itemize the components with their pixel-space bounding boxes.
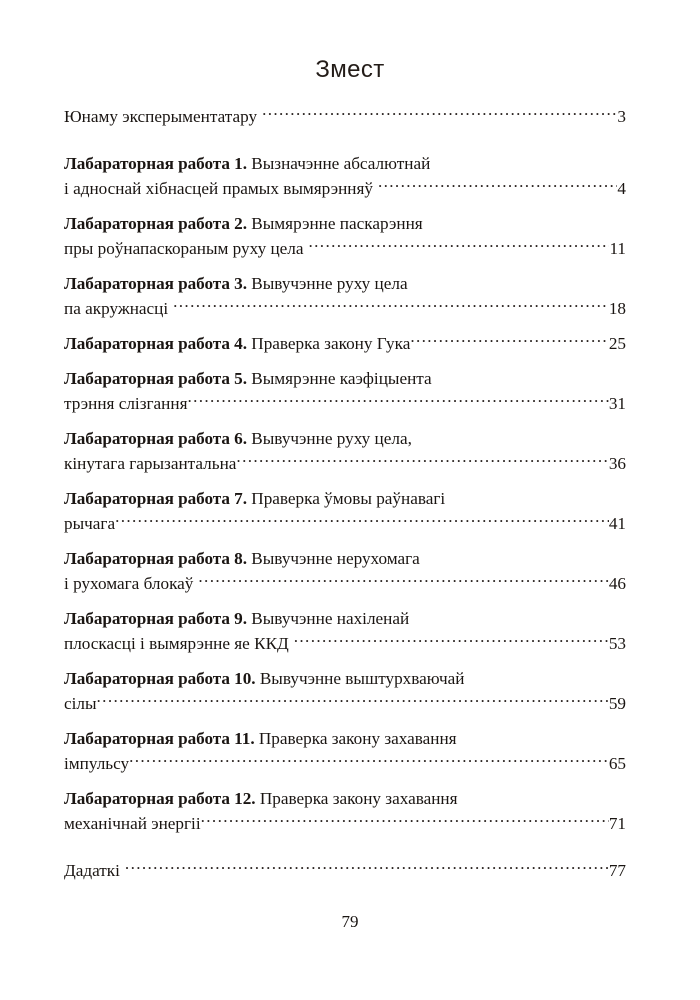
toc-entry-line: [64, 331, 626, 356]
toc-page-number: 71: [608, 814, 626, 833]
toc-entry-text: імпульсу: [64, 754, 130, 773]
toc-entry-text: плоскасці і вымярэнне яе ККД: [64, 634, 289, 653]
toc-page-number: 41: [608, 514, 626, 533]
toc-page-number: 11: [609, 239, 626, 258]
toc-entry-line: [64, 366, 626, 391]
toc-entry-text: сілы: [64, 694, 97, 713]
toc-entry-line: [64, 546, 626, 571]
toc-entry-line: [64, 151, 626, 176]
toc-entry[interactable]: [64, 104, 626, 129]
toc-entry-line: [64, 571, 626, 596]
toc-entry-text: Вывучэнне нерухомага: [251, 549, 420, 568]
dot-leader: [187, 392, 608, 409]
toc-entry-text: і адноснай хібнасцей прамых вымярэнняў: [64, 179, 373, 198]
toc-entry-label: Лабараторная работа 4.: [64, 334, 247, 353]
toc-entry-text: Вымярэнне каэфіцыента: [251, 369, 432, 388]
toc-entry-line: [64, 104, 626, 129]
toc-entry-line: [64, 211, 626, 236]
page-folio-number: 79: [341, 912, 359, 931]
toc-entry[interactable]: [64, 366, 626, 416]
toc-entry-line: [64, 751, 626, 776]
toc-entry-label: Лабараторная работа 7.: [64, 489, 247, 508]
toc-page-number: 65: [608, 754, 626, 773]
toc-entry[interactable]: [64, 546, 626, 596]
toc-entry[interactable]: [64, 331, 626, 356]
page-title: Змест: [315, 56, 385, 83]
toc-entry-line: [64, 811, 626, 836]
dot-leader: [294, 632, 609, 649]
dot-leader: [262, 105, 617, 122]
toc-entry-line: [64, 296, 626, 321]
toc-entry-line: [64, 631, 626, 656]
toc-entry[interactable]: [64, 426, 626, 476]
toc-entry-text: Праверка закону Гука: [251, 334, 411, 353]
toc-entry-label: Лабараторная работа 1.: [64, 154, 247, 173]
toc-entry-text: Вывучэнне руху цела,: [251, 429, 412, 448]
toc-entry-label: Лабараторная работа 12.: [64, 789, 256, 808]
toc-list: [64, 104, 626, 893]
toc-entry-text: Юнаму эксперыментатару: [64, 107, 258, 126]
toc-page-number: 25: [608, 334, 626, 353]
toc-page-number: 3: [617, 107, 626, 126]
toc-entry-line: [64, 858, 626, 883]
toc-entry-text: пры роўнапаскораным руху цела: [64, 239, 304, 258]
toc-entry[interactable]: [64, 151, 626, 201]
toc-entry[interactable]: [64, 486, 626, 536]
toc-entry-line: [64, 176, 626, 201]
toc-entry-label: Лабараторная работа 6.: [64, 429, 247, 448]
toc-entry-text: Вымярэнне паскарэння: [251, 214, 423, 233]
toc-entry-line: [64, 236, 626, 261]
dot-leader: [410, 332, 608, 349]
toc-entry-text: па акружнасці: [64, 299, 169, 318]
toc-entry-line: [64, 391, 626, 416]
toc-entry[interactable]: [64, 271, 626, 321]
toc-entry-label: Лабараторная работа 10.: [64, 669, 256, 688]
dot-leader: [125, 859, 609, 876]
dot-leader: [309, 237, 610, 254]
toc-page-number: 31: [608, 394, 626, 413]
toc-entry-line: [64, 486, 626, 511]
toc-entry-text: Праверка закону захавання: [259, 789, 458, 808]
dot-leader: [198, 572, 608, 589]
dot-leader: [115, 512, 609, 529]
toc-entry-text: і рухомага блокаў: [64, 574, 194, 593]
toc-page-number: 46: [608, 574, 626, 593]
toc-entry-text: Праверка ўмовы раўнавагі: [251, 489, 446, 508]
toc-entry[interactable]: [64, 211, 626, 261]
toc-entry-line: [64, 691, 626, 716]
dot-leader: [236, 452, 608, 469]
toc-entry-text: Вывучэнне руху цела: [251, 274, 408, 293]
toc-page-number: 18: [608, 299, 626, 318]
toc-entry-text: Праверка закону захавання: [258, 729, 457, 748]
toc-entry-label: Лабараторная работа 9.: [64, 609, 247, 628]
toc-entry-text: трэння слізгання: [64, 394, 188, 413]
toc-entry-line: [64, 666, 626, 691]
toc-entry-line: [64, 511, 626, 536]
toc-entry-line: [64, 426, 626, 451]
dot-leader: [129, 752, 609, 769]
toc-page-number: 4: [617, 179, 626, 198]
toc-entry-line: [64, 786, 626, 811]
dot-leader: [378, 177, 617, 194]
toc-entry[interactable]: [64, 606, 626, 656]
dot-leader: [173, 297, 609, 314]
toc-entry-text: Вызначэнне абсалютнай: [251, 154, 431, 173]
toc-entry-line: [64, 271, 626, 296]
toc-entry-label: Лабараторная работа 3.: [64, 274, 247, 293]
toc-entry-label: Лабараторная работа 5.: [64, 369, 247, 388]
toc-entry[interactable]: [64, 666, 626, 716]
toc-entry-text: Вывучэнне выштурхваючай: [259, 669, 465, 688]
toc-entry-label: Лабараторная работа 8.: [64, 549, 247, 568]
toc-entry-text: кінутага гарызантальна: [64, 454, 237, 473]
toc-entry-label: Лабараторная работа 2.: [64, 214, 247, 233]
toc-entry-line: [64, 451, 626, 476]
toc-entry-line: [64, 726, 626, 751]
toc-entry[interactable]: [64, 858, 626, 883]
toc-entry-label: Лабараторная работа 11.: [64, 729, 255, 748]
toc-page-number: 59: [608, 694, 626, 713]
toc-entry[interactable]: [64, 726, 626, 776]
toc-entry-text: механічнай энергіі: [64, 814, 201, 833]
toc-entry-text: Дадаткі: [64, 861, 120, 880]
dot-leader: [97, 692, 609, 709]
toc-entry-text: рычага: [64, 514, 116, 533]
toc-entry[interactable]: [64, 786, 626, 836]
toc-page-number: 36: [608, 454, 626, 473]
toc-entry-line: [64, 606, 626, 631]
toc-entry-text: Вывучэнне нахіленай: [251, 609, 410, 628]
dot-leader: [201, 812, 609, 829]
toc-page-number: 53: [608, 634, 626, 653]
toc-page-number: 77: [608, 861, 626, 880]
